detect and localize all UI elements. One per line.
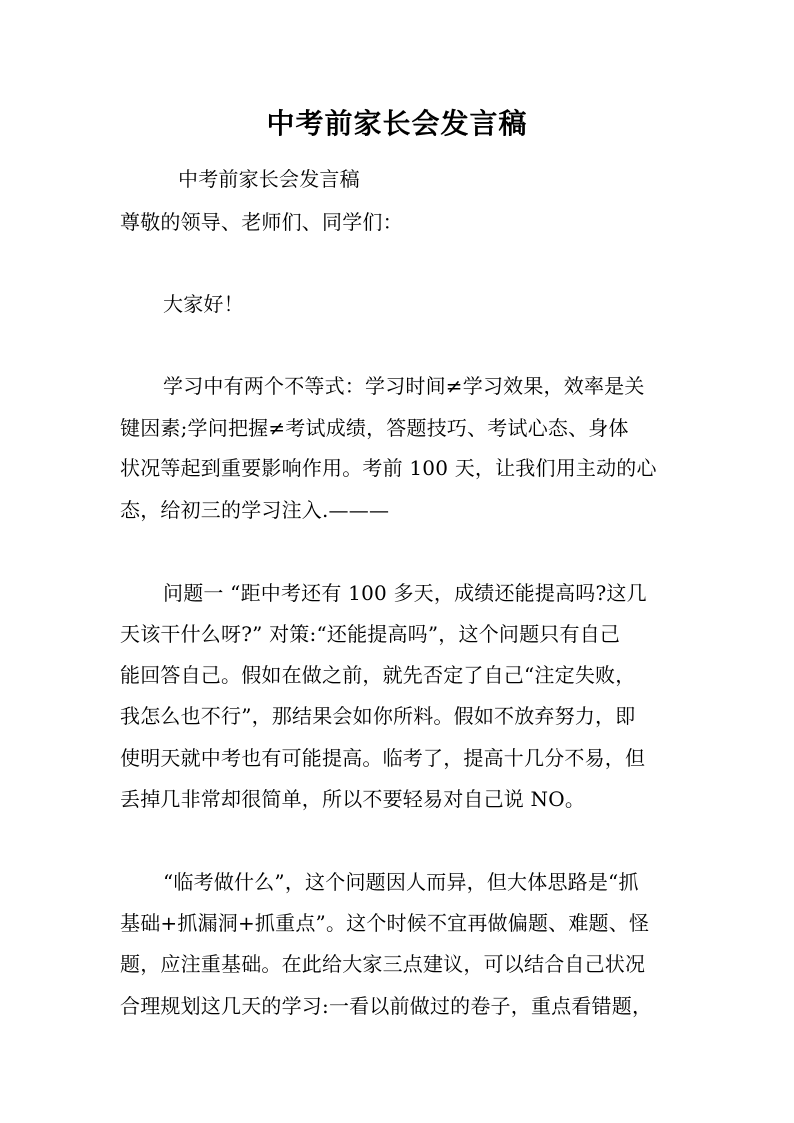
document-subtitle: 中考前家长会发言稿 xyxy=(178,167,360,191)
paragraph-line: 题，应注重基础。在此给大家三点建议，可以结合自己状况 xyxy=(120,952,646,976)
paragraph-line: 使明天就中考也有可能提高。临考了，提高十几分不易，但 xyxy=(120,746,646,770)
paragraph-line: 问题一 “距中考还有 100 多天，成绩还能提高吗?这几 xyxy=(163,581,647,605)
greeting: 大家好！ xyxy=(163,292,244,316)
paragraph-line: 能回答自己。假如在做之前，就先否定了自己“注定失败， xyxy=(120,663,636,687)
paragraph-line: 合理规划这几天的学习:一看以前做过的卷子，重点看错题， xyxy=(120,994,653,1018)
paragraph-line: 键因素;学问把握≠考试成绩，答题技巧、考试心态、身体 xyxy=(120,416,629,440)
salutation: 尊敬的领导、老师们、同学们： xyxy=(120,210,403,234)
paragraph-line: 我怎么也不行”，那结果会如你所料。假如不放弃努力，即 xyxy=(120,704,636,728)
paragraph-line: “临考做什么”，这个问题因人而异，但大体思路是“抓 xyxy=(163,870,639,894)
paragraph-line: 态，给初三的学习注入.——— xyxy=(120,498,390,522)
paragraph-line: 基础+抓漏洞+抓重点”。这个时候不宜再做偏题、难题、怪 xyxy=(120,911,650,935)
document-title: 中考前家长会发言稿 xyxy=(266,107,528,140)
paragraph-line: 学习中有两个不等式：学习时间≠学习效果，效率是关 xyxy=(163,374,645,398)
paragraph-line: 状况等起到重要影响作用。考前 100 天，让我们用主动的心 xyxy=(120,456,657,480)
paragraph-line: 天该干什么呀?” 对策:“还能提高吗”，这个问题只有自己 xyxy=(120,622,621,646)
paragraph-line: 丢掉几非常却很简单，所以不要轻易对自己说 NO。 xyxy=(120,787,586,811)
